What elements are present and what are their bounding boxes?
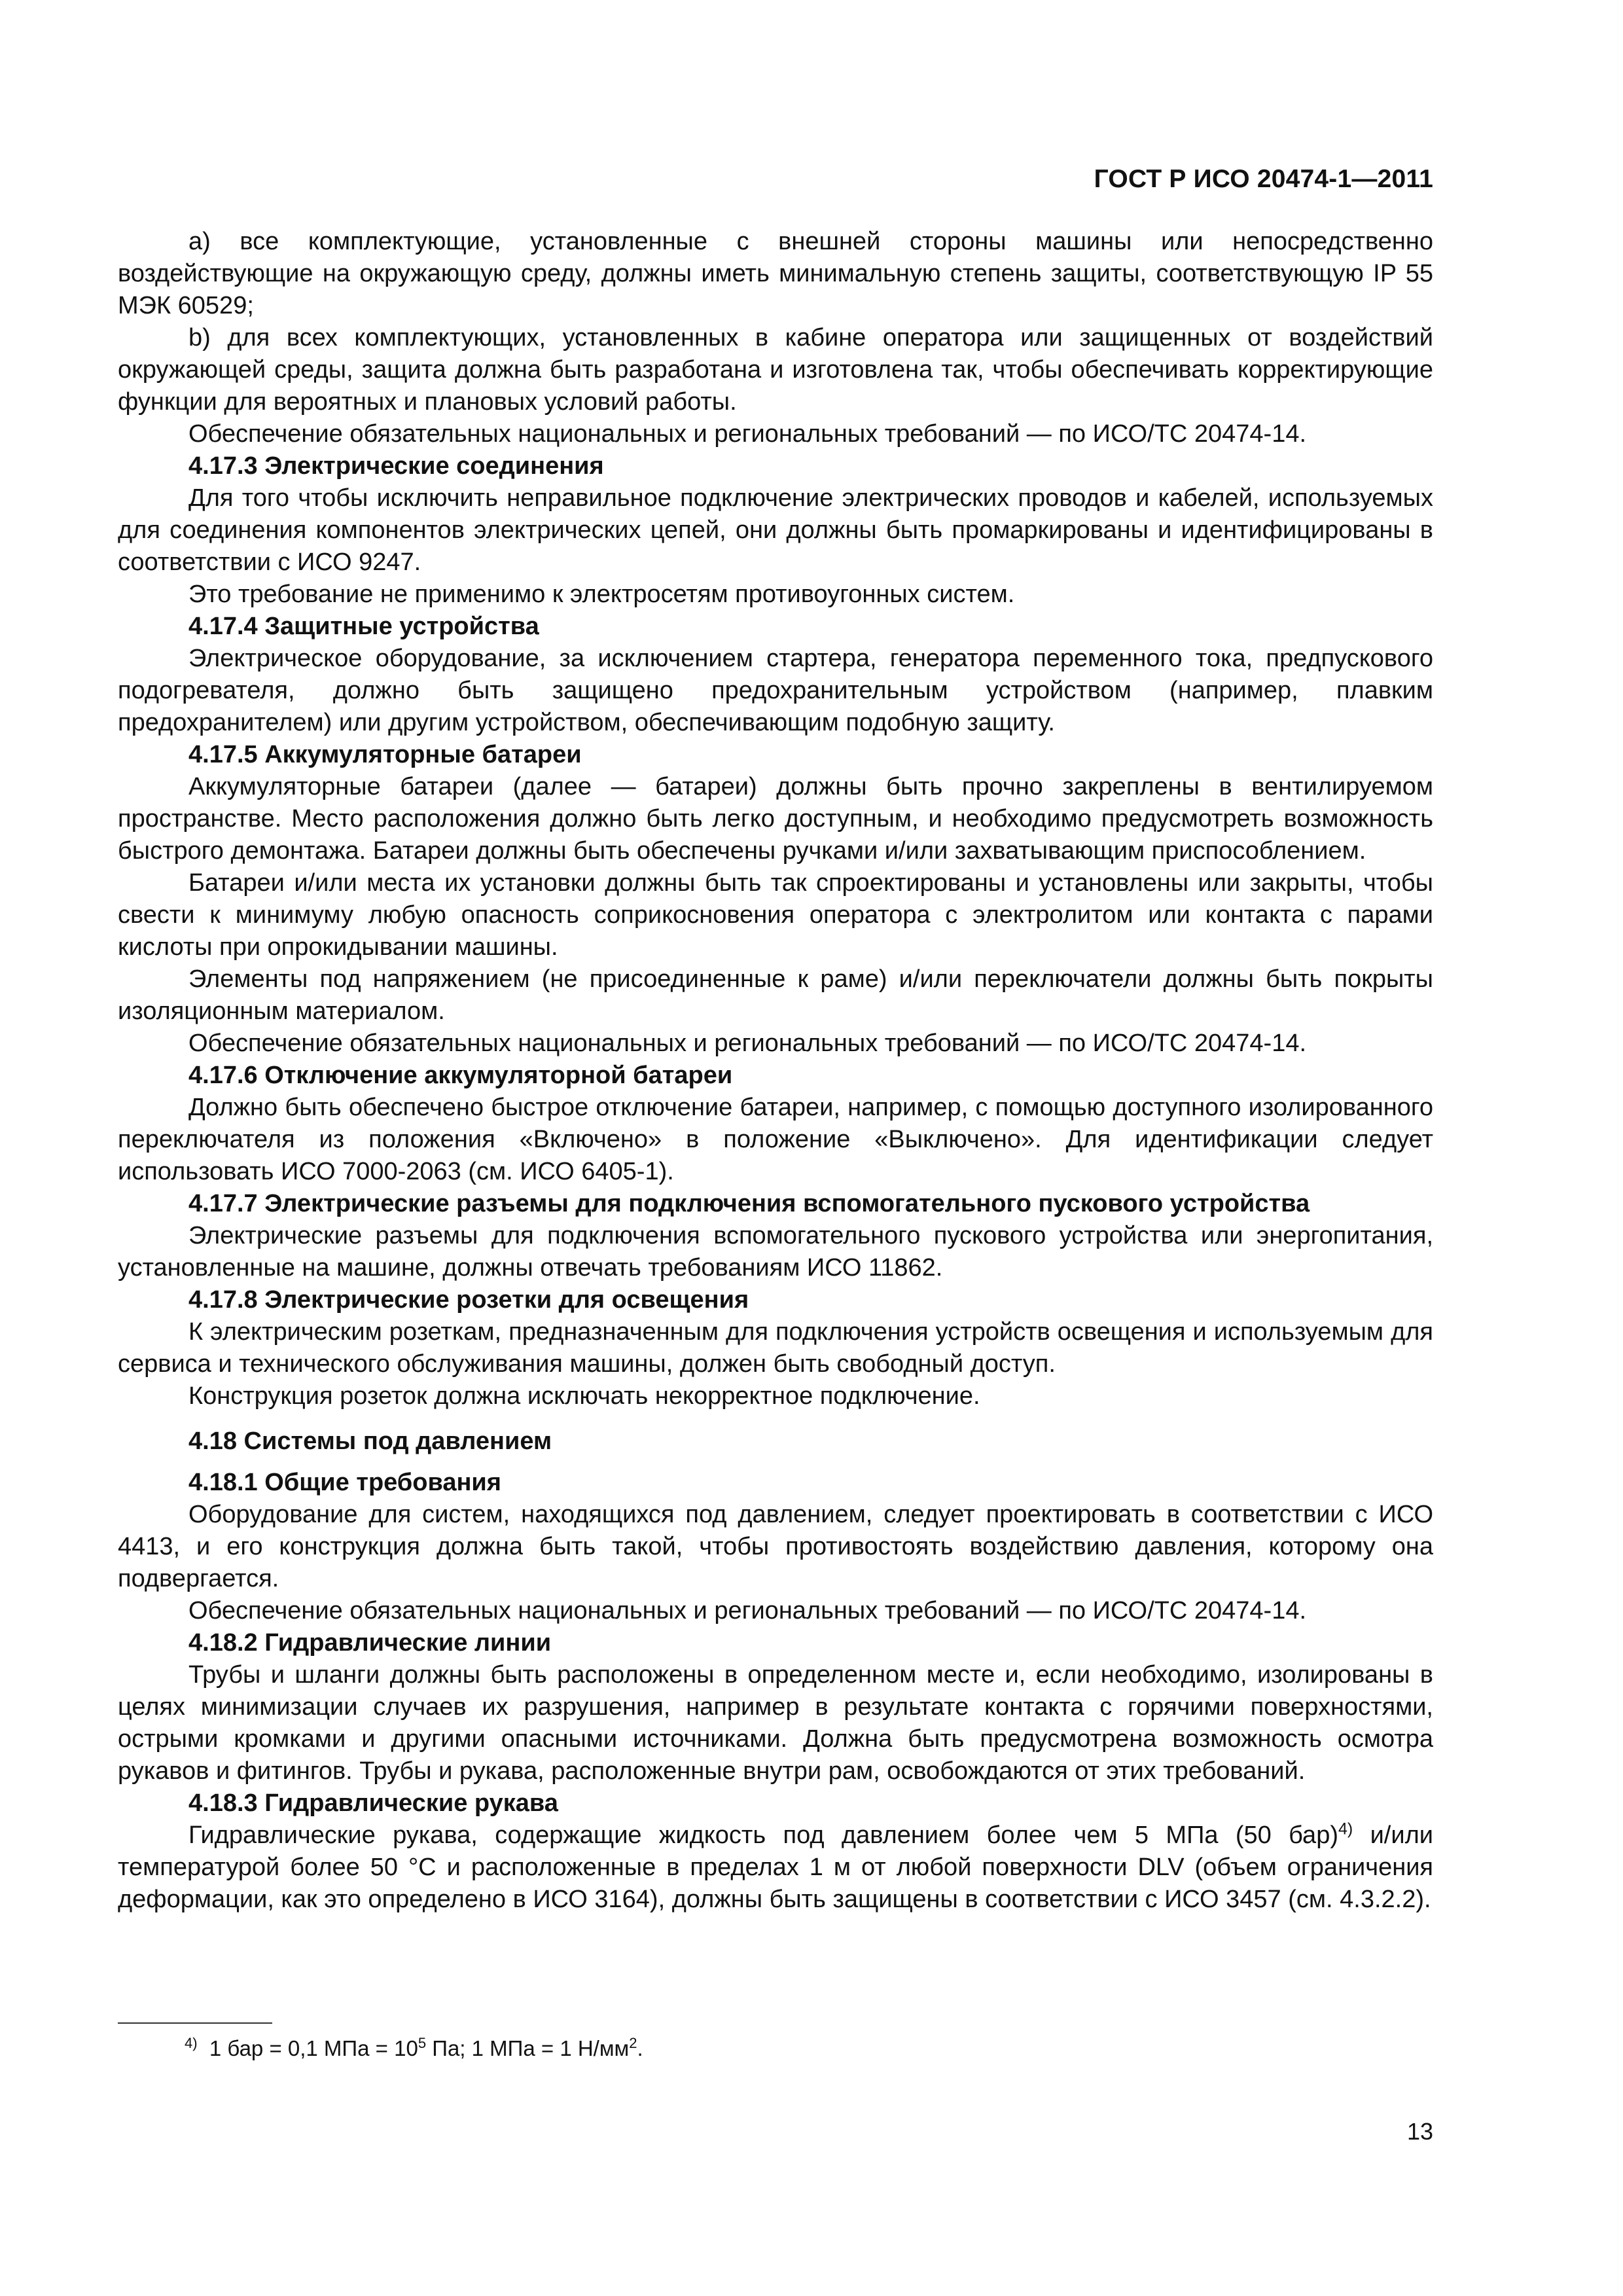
heading-4-17-4: 4.17.4 Защитные устройства: [188, 613, 539, 640]
paragraph: Оборудование для систем, находящихся под давлением, следует проектировать в соответствии с ИСО 4413, и его конструкция должна быть такой, чтобы противостоять воздействию давления, которому она подвергается.: [118, 1501, 1433, 1592]
paragraph: Аккумуляторные батареи (далее — батареи) должны быть прочно закреплены в вентилируемом пространстве. Место расположения должно быть легко доступным, и необходимо предусмотреть возможность быстрого демонтажа. Батареи должны быть обеспечены ручками и/или захватывающим приспособлением.: [118, 773, 1433, 865]
paragraph: Батареи и/или места их установки должны быть так спроектированы и установлены или закрыты, чтобы свести к минимуму любую опасность соприкосновения оператора с электролитом или контакта с парами кислоты при опрокидывании машины.: [118, 869, 1433, 961]
footnote-reference[interactable]: 4): [1338, 1820, 1353, 1839]
paragraph: Элементы под напряжением (не присоединенные к раме) и/или переключатели должны быть покрыты изоляционным материалом.: [118, 965, 1433, 1025]
heading-4-18-3: 4.18.3 Гидравлические рукава: [188, 1789, 558, 1817]
paragraph-with-footnote: [118, 1820, 1433, 1916]
heading-4-18-2: 4.18.2 Гидравлические линии: [188, 1629, 552, 1657]
page-body: [118, 226, 1433, 1916]
paragraph: Это требование не применимо к электросетям противоугонных систем.: [188, 581, 1015, 608]
footnote: [185, 2034, 643, 2063]
footnote-exponent: 2: [629, 2035, 637, 2051]
heading-4-17-3: 4.17.3 Электрические соединения: [188, 452, 604, 480]
paragraph-text: Гидравлические рукава, содержащие жидкость под давлением более чем 5 МПа (50 бар): [188, 1821, 1338, 1849]
heading-4-17-7: 4.17.7 Электрические разъемы для подключения вспомогательного пускового устройства: [188, 1190, 1310, 1217]
heading-4-17-8: 4.17.8 Электрические розетки для освещения: [188, 1286, 749, 1314]
paragraph-item-b: b) для всех комплектующих, установленных в кабине оператора или защищенных от воздействий окружающей среды, защита должна быть разработана и изготовлена так, чтобы обеспечивать корректирующие функции для вероятных и плановых условий работы.: [118, 324, 1433, 416]
paragraph: Трубы и шланги должны быть расположены в определенном месте и, если необходимо, изолированы в целях минимизации случаев их разрушения, например в результате контакта с горячими поверхностями, острыми кромками и другими опасными источниками. Должна быть предусмотрена возможность осмотра рукавов и фитингов. Трубы и рукава, расположенные внутри рам, освобождаются от этих требований.: [118, 1661, 1433, 1785]
footnote-text: 1 бар = 0,1 МПа = 10: [209, 2036, 418, 2060]
heading-4-17-6: 4.17.6 Отключение аккумуляторной батареи: [188, 1062, 733, 1089]
paragraph-national-requirements: Обеспечение обязательных национальных и региональных требований — по ИСО/ТС 20474-14.: [188, 420, 1307, 448]
heading-4-18: 4.18 Системы под давлением: [188, 1427, 552, 1455]
footnote-exponent: 5: [418, 2035, 427, 2051]
footnote-mark: 4): [185, 2035, 198, 2051]
paragraph: Должно быть обеспечено быстрое отключение батареи, например, с помощью доступного изолированного переключателя из положения «Включено» в положение «Выключено». Для идентификации следует использовать ИСО 7000-2063 (см. ИСО 6405-1).: [118, 1094, 1433, 1185]
paragraph-national-requirements: Обеспечение обязательных национальных и региональных требований — по ИСО/ТС 20474-14.: [188, 1030, 1307, 1057]
heading-4-17-5: 4.17.5 Аккумуляторные батареи: [188, 741, 582, 768]
paragraph: К электрическим розеткам, предназначенным для подключения устройств освещения и используемым для сервиса и технического обслуживания машины, должен быть свободный доступ.: [118, 1318, 1433, 1378]
heading-4-18-1: 4.18.1 Общие требования: [188, 1469, 501, 1496]
paragraph: Электрическое оборудование, за исключением стартера, генератора переменного тока, предпускового подогревателя, должно быть защищено предохранительным устройством (например, плавким предохранителем) или другим устройством, обеспечивающим подобную защиту.: [118, 645, 1433, 736]
page-number: 13: [1406, 2118, 1433, 2145]
paragraph-item-a: a) все комплектующие, установленные с внешней стороны машины или непосредственно воздействующие на окружающую среду, должны иметь минимальную степень защиты, соответствующую IP 55 МЭК 60529;: [118, 228, 1433, 319]
paragraph: Электрические разъемы для подключения вспомогательного пускового устройства или энергопитания, установленные на машине, должны отвечать требованиям ИСО 11862.: [118, 1222, 1433, 1282]
paragraph-text: и/или температурой более 50 °С и расположенные в пределах 1 м от любой поверхности DLV (объем ограничения деформации, как это определено в ИСО 3164), должны быть защищены в соответствии с ИСО 3457 (см. 4.3.2.2).: [118, 1821, 1433, 1913]
footnote-text: .: [637, 2036, 643, 2060]
footnote-separator: [118, 2022, 272, 2024]
paragraph: Конструкция розеток должна исключать некорректное подключение.: [188, 1382, 980, 1410]
footnote-text: Па; 1 МПа = 1 Н/мм: [426, 2036, 630, 2060]
paragraph: Для того чтобы исключить неправильное подключение электрических проводов и кабелей, используемых для соединения компонентов электрических цепей, они должны быть промаркированы и идентифицированы в соответствии с ИСО 9247.: [118, 484, 1433, 576]
document-id-header: ГОСТ Р ИСО 20474-1—2011: [1094, 165, 1433, 193]
paragraph-national-requirements: Обеспечение обязательных национальных и региональных требований — по ИСО/ТС 20474-14.: [188, 1597, 1307, 1624]
